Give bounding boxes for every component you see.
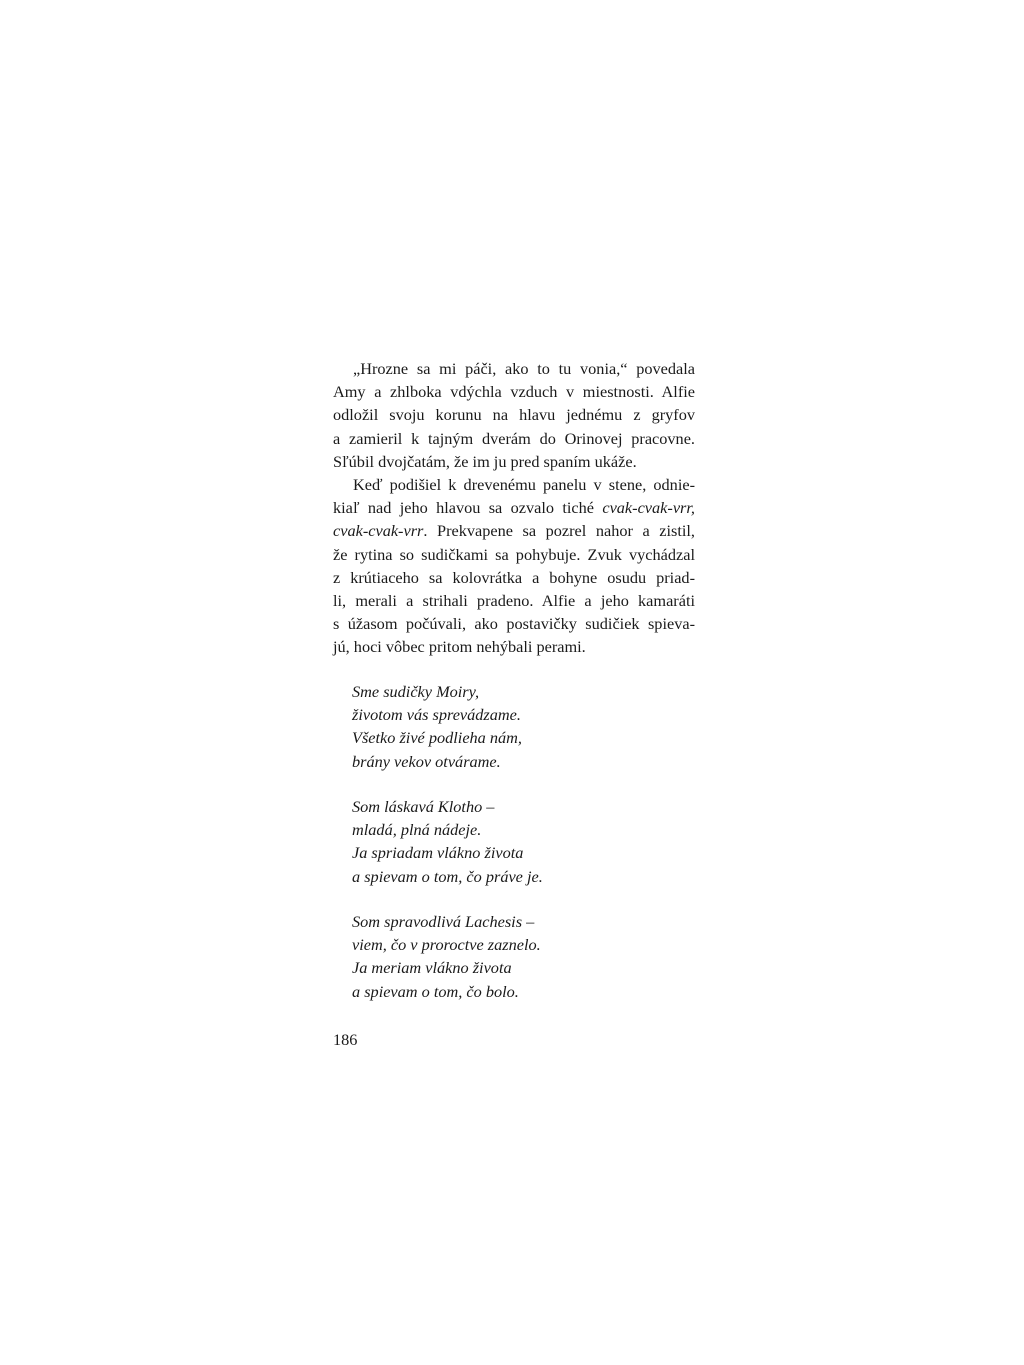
poem-line: Sme sudičky Moiry, (352, 682, 480, 701)
text-line: a zamieril k tajným dverám do Orinovej pracovne. (333, 428, 695, 448)
poem-line: Ja spriadam vlákno života (352, 843, 524, 863)
page-number: 186 (333, 1030, 358, 1049)
poem-stanza-1 (352, 680, 692, 773)
poem-line: viem, čo v proroctve zaznelo. (352, 935, 541, 955)
poem-line: mladá, plná nádeje. (352, 820, 482, 840)
text-line: z krútiaceho sa kolovrátka a bohyne osudu priad- (333, 567, 695, 587)
poem-line: a spievam o tom, čo práve je. (352, 866, 543, 886)
text-line (333, 496, 695, 519)
sound-effect-text: cvak-cvak-vrr (333, 521, 424, 541)
poem-line: a spievam o tom, čo bolo. (352, 981, 519, 1001)
poem-line: Som spravodlivá Lachesis – (352, 912, 535, 931)
text-line: Sľúbil dvojčatám, že im ju pred spaním ukáže. (333, 451, 637, 471)
text-line (333, 519, 695, 542)
poem-stanza-2 (352, 795, 692, 888)
text-line: li, merali a strihali pradeno. Alfie a jeho kamaráti (333, 591, 695, 611)
text-fragment: . Prekvapene sa pozrel nahor a zistil, (423, 521, 695, 541)
text-line: s úžasom počúvali, ako postavičky sudičiek spieva- (333, 614, 695, 634)
text-fragment: kiaľ nad jeho hlavou sa ozvalo tiché (333, 498, 603, 518)
paragraph-2 (333, 473, 695, 659)
poem-line: Všetko živé podlieha nám, (352, 728, 523, 748)
text-line: jú, hoci vôbec pritom nehýbali perami. (333, 637, 586, 657)
text-line: že rytina so sudičkami sa pohybuje. Zvuk vychádzal (333, 544, 695, 564)
poem-stanza-3 (352, 910, 692, 1003)
poem-line: životom vás sprevádzame. (352, 705, 521, 725)
poem-line: brány vekov otvárame. (352, 751, 501, 771)
text-line: Keď podišiel k drevenému panelu v stene, odnie- (353, 475, 695, 495)
text-line: odložil svoju korunu na hlavu jednému z gryfov (333, 405, 695, 425)
poem-line: Som láskavá Klotho – (352, 797, 495, 816)
paragraph-1 (333, 357, 695, 473)
sound-effect-text: cvak-cvak-vrr, (602, 498, 695, 518)
poem-line: Ja meriam vlákno života (352, 958, 512, 978)
text-line: Amy a zhlboka vdýchla vzduch v miestnosti. Alfie (333, 382, 695, 402)
prose-block (333, 357, 695, 659)
text-line: „Hrozne sa mi páči, ako to tu vonia,“ povedala (353, 359, 695, 378)
